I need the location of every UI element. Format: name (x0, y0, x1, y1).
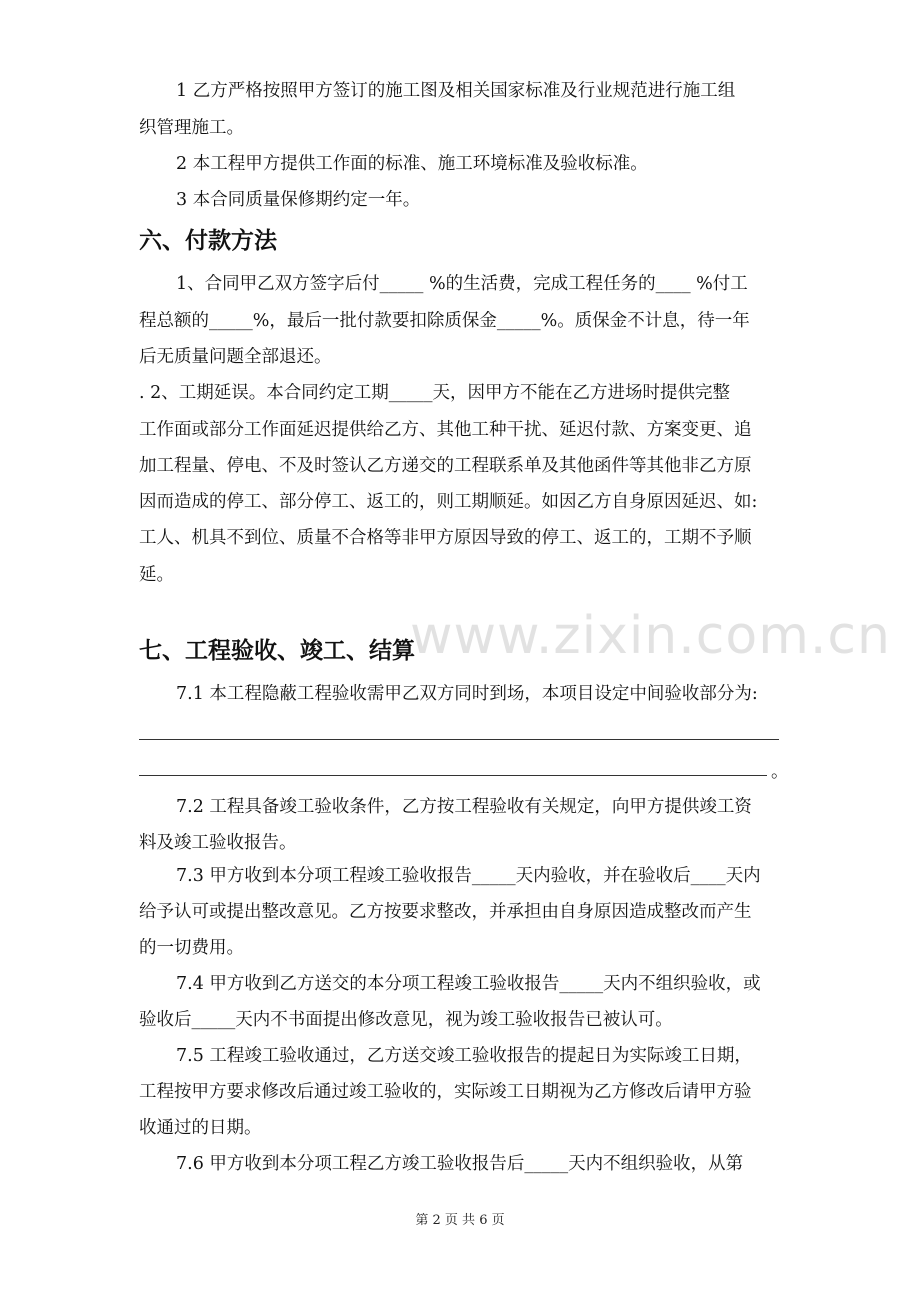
clause-7-3-line-1: 7.3 甲方收到本分项工程竣工验收报告_____天内验收，并在验收后____天内 (176, 866, 761, 886)
clause-7-1-end-mark: 。 (771, 762, 789, 782)
page-footer: 第 2 页 共 6 页 (415, 1213, 505, 1228)
clause-6-1-line-3: 后无质量问题全部退还。 (139, 347, 332, 367)
clause-5-1-line-2: 织管理施工。 (139, 118, 244, 138)
watermark: www.zixin.com.cn (410, 606, 891, 666)
blank-underline (139, 775, 767, 776)
clause-7-5-line-3: 收通过的日期。 (139, 1118, 262, 1138)
clause-7-5-line-2: 工程按甲方要求修改后通过竣工验收的，实际竣工日期视为乙方修改后请甲方验 (139, 1082, 752, 1102)
clause-7-3-line-2: 给予认可或提出整改意见。乙方按要求整改，并承担由自身原因造成整改而产生 (139, 902, 752, 922)
clause-7-5-line-1: 7.5 工程竣工验收通过，乙方送交竣工验收报告的提起日为实际竣工日期， (176, 1046, 752, 1066)
clause-5-1-line-1: 1 乙方严格按照甲方签订的施工图及相关国家标准及行业规范进行施工组 (176, 81, 736, 101)
clause-7-6-line-1: 7.6 甲方收到本分项工程乙方竣工验收报告后_____天内不组织验收，从第 (176, 1154, 744, 1174)
clause-7-2-line-1: 7.2 工程具备竣工验收条件，乙方按工程验收有关规定，向甲方提供竣工资 (176, 797, 752, 817)
clause-7-1-line-1: 7.1 本工程隐蔽工程验收需甲乙双方同时到场，本项目设定中间验收部分为: (176, 684, 758, 704)
clause-5-3: 3 本合同质量保修期约定一年。 (176, 190, 421, 210)
blank-underline (139, 739, 779, 740)
clause-6-2-line-6: 延。 (139, 565, 174, 585)
clause-6-2-line-4: 因而造成的停工、部分停工、返工的，则工期顺延。如因乙方自身原因延迟、如: (139, 492, 758, 512)
clause-6-2-line-1: . 2、工期延误。本合同约定工期_____天，因甲方不能在乙方进场时提供完整 (139, 383, 731, 403)
clause-6-2-line-5: 工人、机具不到位、质量不合格等非甲方原因导致的停工、返工的，工期不予顺 (139, 528, 752, 548)
clause-7-4-line-1: 7.4 甲方收到乙方送交的本分项工程竣工验收报告_____天内不组织验收，或 (176, 974, 761, 994)
clause-7-4-line-2: 验收后_____天内不书面提出修改意见，视为竣工验收报告已被认可。 (139, 1010, 673, 1030)
section-6-heading: 六、付款方法 (139, 228, 277, 254)
clause-6-2-line-2: 工作面或部分工作面延迟提供给乙方、其他工种干扰、延迟付款、方案变更、追 (139, 420, 752, 440)
clause-5-2: 2 本工程甲方提供工作面的标准、施工环境标准及验收标准。 (176, 154, 648, 174)
clause-6-1-line-2: 程总额的_____%，最后一批付款要扣除质保金_____%。质保金不计息，待一年 (139, 311, 750, 331)
clause-7-2-line-2: 料及竣工验收报告。 (139, 833, 297, 853)
clause-7-3-line-3: 的一切费用。 (139, 938, 244, 958)
clause-6-1-line-1: 1、合同甲乙双方签字后付_____ %的生活费，完成工程任务的____ %付工 (176, 274, 748, 294)
clause-6-2-line-3: 加工程量、停电、不及时签认乙方递交的工程联系单及其他函件等其他非乙方原 (139, 456, 752, 476)
section-7-heading: 七、工程验收、竣工、结算 (139, 638, 415, 664)
